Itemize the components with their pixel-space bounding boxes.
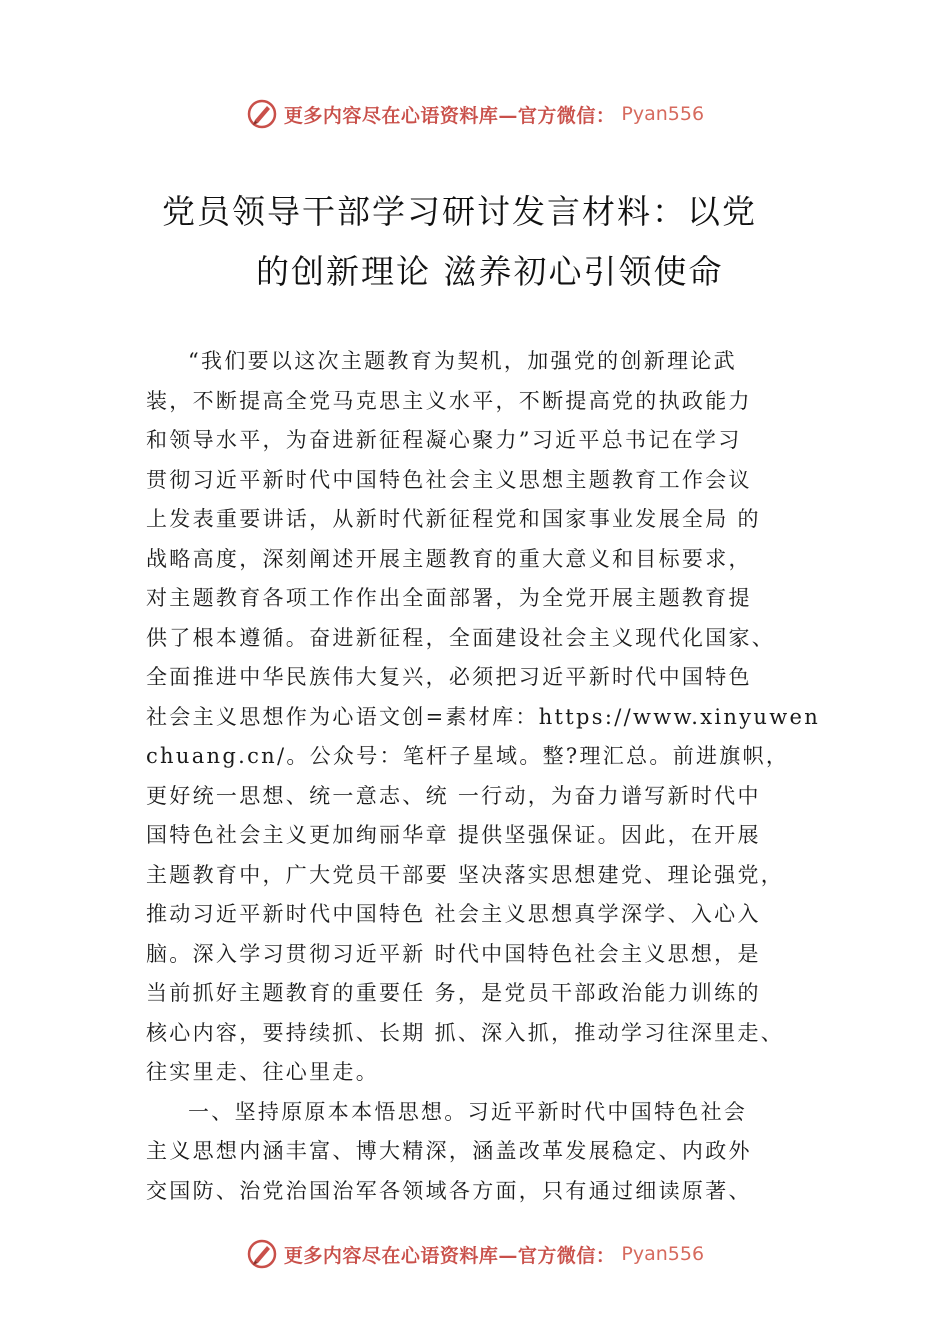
- body-line: 国特色社会主义更加绚丽华章 提供坚强保证。因此，在开展: [146, 823, 761, 847]
- body-line: 核心内容，要持续抓、长期 抓、深入抓，推动学习往深里走、: [146, 1020, 785, 1045]
- wechat-id: Pyan556: [621, 103, 705, 125]
- body-line: 上发表重要讲话，从新时代新征程党和国家事业发展全局 的: [146, 507, 761, 531]
- body-line: 装，不断提高全党马克思主义水平，不断提高党的执政能力: [146, 388, 752, 413]
- body-line: chuang.cn/。公众号：笔杆子星域。整?理汇总。前进旗帜，: [146, 744, 790, 768]
- document-title-line-2: 的创新理论 滋养初心引领使命: [256, 252, 724, 291]
- body-line: 主题教育中，广大党员干部要 坚决落实思想建党、理论强党，: [146, 862, 785, 887]
- banner-text: 更多内容尽在心语资料库—官方微信：: [283, 1244, 616, 1267]
- body-line: 往实里走、往心里走。: [146, 1060, 379, 1084]
- document-title-line-1: 党员领导干部学习研讨发言材料：以党: [162, 192, 757, 231]
- body-line: 社会主义思想作为心语文创=素材库：https://www.xinyuwen: [146, 704, 821, 729]
- body-line: 对主题教育各项工作作出全面部署，为全党开展主题教育提: [146, 586, 752, 610]
- body-line: “我们要以这次主题教育为契机，加强党的创新理论武: [188, 349, 737, 373]
- document-body: [146, 342, 846, 1211]
- body-line: 一、坚持原原本本悟思想。习近平新时代中国特色社会: [188, 1099, 748, 1124]
- header-banner: [0, 94, 950, 134]
- body-line: 当前抓好主题教育的重要任 务，是党员干部政治能力训练的: [146, 981, 761, 1005]
- body-line: 脑。深入学习贯彻习近平新 时代中国特色社会主义思想，是: [146, 941, 761, 966]
- body-line: 战略高度，深刻阐述开展主题教育的重大意义和目标要求，: [146, 546, 752, 571]
- wechat-id: Pyan556: [621, 1243, 705, 1265]
- banner-text: 更多内容尽在心语资料库—官方微信：: [283, 104, 616, 127]
- pen-logo-icon: [246, 1238, 278, 1270]
- body-line: 推动习近平新时代中国特色 社会主义思想真学深学、入心入: [146, 902, 761, 926]
- body-line: 更好统一思想、统一意志、统 一行动，为奋力谱写新时代中: [146, 783, 761, 808]
- body-line: 主义思想内涵丰富、博大精深，涵盖改革发展稳定、内政外: [146, 1139, 752, 1163]
- body-line: 贯彻习近平新时代中国特色社会主义思想主题教育工作会议: [146, 467, 752, 492]
- body-line: 交国防、治党治国治军各领域各方面，只有通过细读原著、: [146, 1178, 752, 1203]
- body-line: 供了根本遵循。奋进新征程，全面建设社会主义现代化国家、: [146, 625, 776, 650]
- footer-banner: [0, 1234, 950, 1274]
- pen-logo-icon: [246, 98, 278, 130]
- body-line: 和领导水平，为奋进新征程凝心聚力”习近平总书记在学习: [146, 428, 742, 452]
- body-line: 全面推进中华民族伟大复兴，必须把习近平新时代中国特色: [146, 665, 752, 689]
